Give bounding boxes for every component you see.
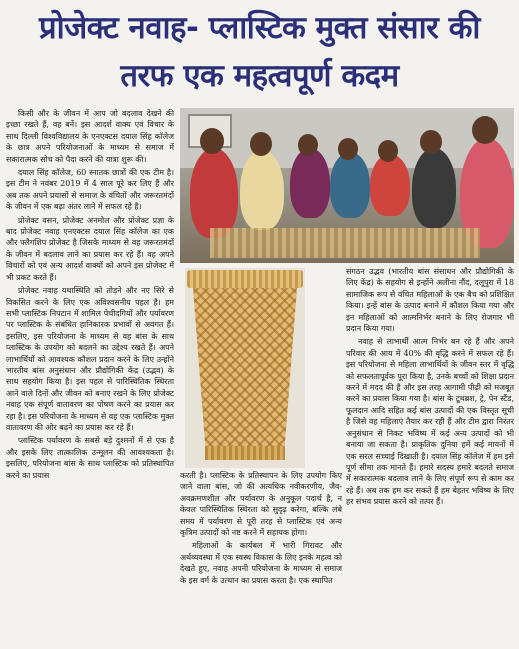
paragraph: दयाल सिंह कॉलेज, 60 स्नातक छात्रों की एक टीम है। इस टीम ने नवंबर 2019 में 4 साल पूरे कर लिए हैं और अब तक अपने प्रयासों से समाज के वंचितों और जरूरतमंदों के जीवन में एक बढ़ा अंतर लाने में सफल रहे है। [6, 168, 174, 212]
paragraph: संगठन उद्भव (भारतीय बांस संसाधन और प्रौद्योगिकी के लिए केंद्र) के सहयोग से इन्होंने अलीना नौंद, दलूपुरा में 18 सामाजिक रूप से वंचित महिलाओं के एक बैच को प्रशिक्षित किया। इन्हें बांस के उत्पाद बनाने में कौशल किया गया और इन महिलाओं को आत्मनिर्भर बनाने के लिए रोजगार भी प्रदान किया गया। [346, 267, 514, 334]
headline [6, 4, 513, 100]
paragraph: प्लास्टिक पर्यावरण के सबसे बड़े दुश्मनों में से एक है और इसके लिए तात्कालिक उन्मूलन की आवश्यकता है। इसलिए, परियोजना बांस के साथ प्लास्टिक को प्रतिस्थापित करने का प्रयास [6, 436, 174, 480]
article-column-middle [180, 470, 342, 640]
headline-line-1: प्रोजेक्ट नवाह- प्लास्टिक मुक्त संसार की [39, 10, 480, 46]
paragraph: प्रोजेक्ट नवाह यथास्थिति को तोड़ने और नए सिरे से विकसित करने के लिए एक अविश्वसनीय पहल है। हम सभी प्लास्टिक निपटान में शामिल पेचीदगियों और पर्यावरण पर प्लास्टिक के संबंधित हानिकारक प्रभावों से अवगत हैं। इसलिए, इस परियोजना के माध्यम से वह बांस के साथ प्लास्टिक के उपयोग को बदलने का उद्देश्य रखते हैं। अपने लाभार्थियों को आवश्यक कौशल प्रदान करने के लिए उन्होंने भारतीय बांस अनुसंधान और प्रौद्योगिकी केंद्र (उद्भव) के साथ सहयोग किया है। इस पहल से पारिस्थितिक स्थिरता आने वाले दिनों और जीवन को बनाए रखने के लिए प्रोजेक्ट नवाह एक संपूर्ण वातावरण का पोषण करने का प्रयास कर रहा है। इस परियोजना के माध्यम से वह एक प्लास्टिक मुक्त वातावरण की ओर बढ़ने का प्रयास कर रहे हैं। [6, 286, 174, 432]
women-weaving-photo [180, 108, 514, 263]
paragraph: करती है। प्लास्टिक के प्रतिस्थापन के लिए उपयोग किए जाने वाला बांस, जो की अत्यधिक नवीकरणीय, जैव-अवक्रमणशील और पर्यावरण के अनुकूल पदार्थ है, न केवल पारिस्थितिक स्थिरता को सुदृढ़ करेगा, बल्कि लंबे समय में पर्यावरण से पूरी तरह से प्लास्टिक एवं अन्य कृत्रिम उत्पादों को नष्ट करने में सहायक होगा। [180, 471, 342, 538]
paragraph: किसी और के जीवन में आप जो बदलाव देखने की इच्छा रखते हैं, वह बनें। इस आदर्श वाक्य एवं विचार के साथ दिल्ली विश्वविद्यालय के एनएक्टस दयाल सिंह कॉलेज के छात्र अपने परियोजनाओं के माध्यम से समाज में सकारात्मक सोच को पैदा करने की यात्रा शुरू की। [6, 109, 174, 164]
bamboo-basket-photo [185, 268, 305, 468]
article-column-left [6, 108, 174, 643]
article-column-right [346, 266, 514, 641]
paragraph: महिलाओं के कार्यबल में भारी गिरावट और अर्थव्यवस्था में एक स्वस्थ विकास के लिए इनके महत्व को देखते हुए, नवाह अपनी परियोजना के माध्यम से समाज के इस वर्ग के उत्थान का प्रयास करता है। एक स्थापित [180, 541, 342, 585]
paragraph: प्रोजेक्ट वसन, प्रोजेक्ट अनमोल और प्रोजेक्ट प्रज्ञा के बाद प्रोजेक्ट नवाह एनएक्टस दयाल सिंह कॉलेज का एक और फ्लैगशिप प्रोजेक्ट है जिसके माध्यम से वह जरूरतमंदों के जीवन में बदलाव लाने का प्रयास कर रहे हैं। वह अपने विचारों को एवं अन्य आदर्श वाक्यों को अपने इस प्रोजेक्ट में भी प्रकट करते हैं। [6, 215, 174, 282]
headline-line-2: तरफ एक महत्वपूर्ण कदम [120, 58, 399, 94]
paragraph: नवाह से लाभार्थी आत्म निर्भर बन रहे हैं और अपने परिवार की आय में 40% की वृद्धि करने में सफल रहे हैं। इस परियोजना से महिला लाभार्थियों के जीवन स्तर में वृद्धि को सफलतापूर्वक पूरा किया है, उनके बच्चों को शिक्षा प्रदान करने में मदद की है और इस तरह आगामी पीढ़ी को मजबूत करने का प्रयास किया गया है। बांस के टूथब्रश, ट्रे, पेन स्टैंड, फूलदान आदि सहित कई बांस उत्पादों की एक विस्तृत सूची है जिसे वह महिलाएं तैयार कर रही हैं और टीम द्वारा निरंतर अनुसंधान से निकट भविष्य में कई अन्य उत्पादों को भी बनाया जा सकता है। प्राकृतिक दुनिया हमें कई मायनों में एक सरल सच्चाई दिखाती है। दयाल सिंह कॉलेज में हम इसे पूर्ण सीमा तक मानते हैं। हमारे सदस्य हमारे बदलते समाज में सकारात्मक बदलाव लाने के लिए संपूर्ण रूप से काम कर रहे हैं। अब तक हम कर सकते हैं हम बेहतर भविष्य के लिए हर संभव प्रयास करने को तत्पर हैं। [346, 337, 514, 507]
